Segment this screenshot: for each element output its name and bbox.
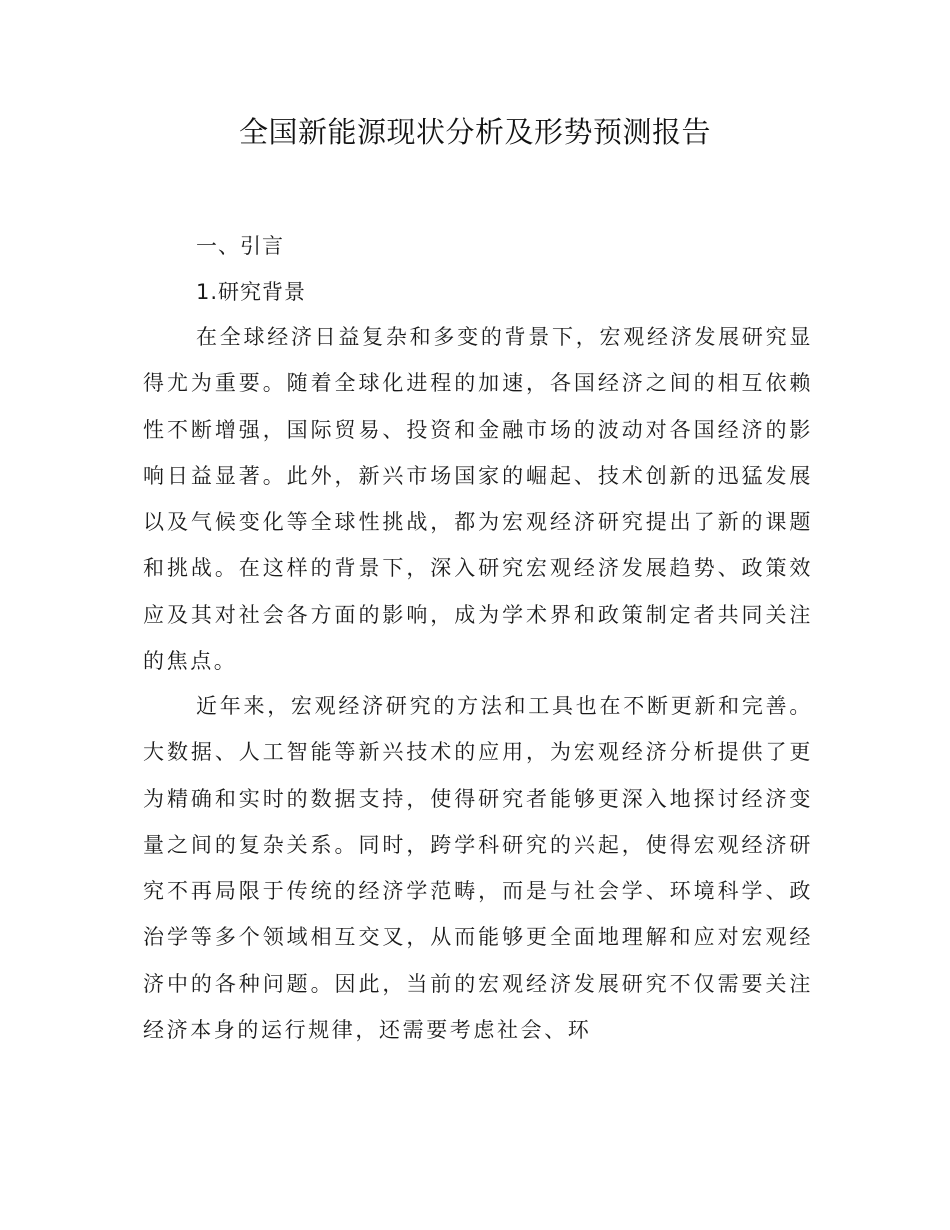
document-title: 全国新能源现状分析及形势预测报告 — [238, 115, 711, 149]
body-paragraph-2: 近年来，宏观经济研究的方法和工具也在不断更新和完善。大数据、人工智能等新兴技术的应用，为宏观经济分析提供了更为精确和实时的数据支持，使得研究者能够更深入地探讨经济变量之间的复杂关系。同时，跨学科研究的兴起，使得宏观经济研究不再局限于传统的经济学范畴，而是与社会学、环境科学、政治学等多个领域相互交叉，从而能够更全面地理解和应对宏观经济中的各种问题。因此，当前的宏观经济发展研究不仅需要关注经济本身的运行规律，还需要考虑社会、环 — [143, 694, 813, 1043]
body-paragraph-1: 在全球经济日益复杂和多变的背景下，宏观经济发展研究显得尤为重要。随着全球化进程的加速，各国经济之间的相互依赖性不断增强，国际贸易、投资和金融市场的波动对各国经济的影响日益显著。此外，新兴市场国家的崛起、技术创新的迅猛发展以及气候变化等全球性挑战，都为宏观经济研究提出了新的课题和挑战。在这样的背景下，深入研究宏观经济发展趋势、政策效应及其对社会各方面的影响，成为学术界和政策制定者共同关注的焦点。 — [143, 325, 813, 674]
section-heading: 一、引言 — [196, 234, 284, 258]
subsection-heading: 1.研究背景 — [196, 280, 307, 304]
